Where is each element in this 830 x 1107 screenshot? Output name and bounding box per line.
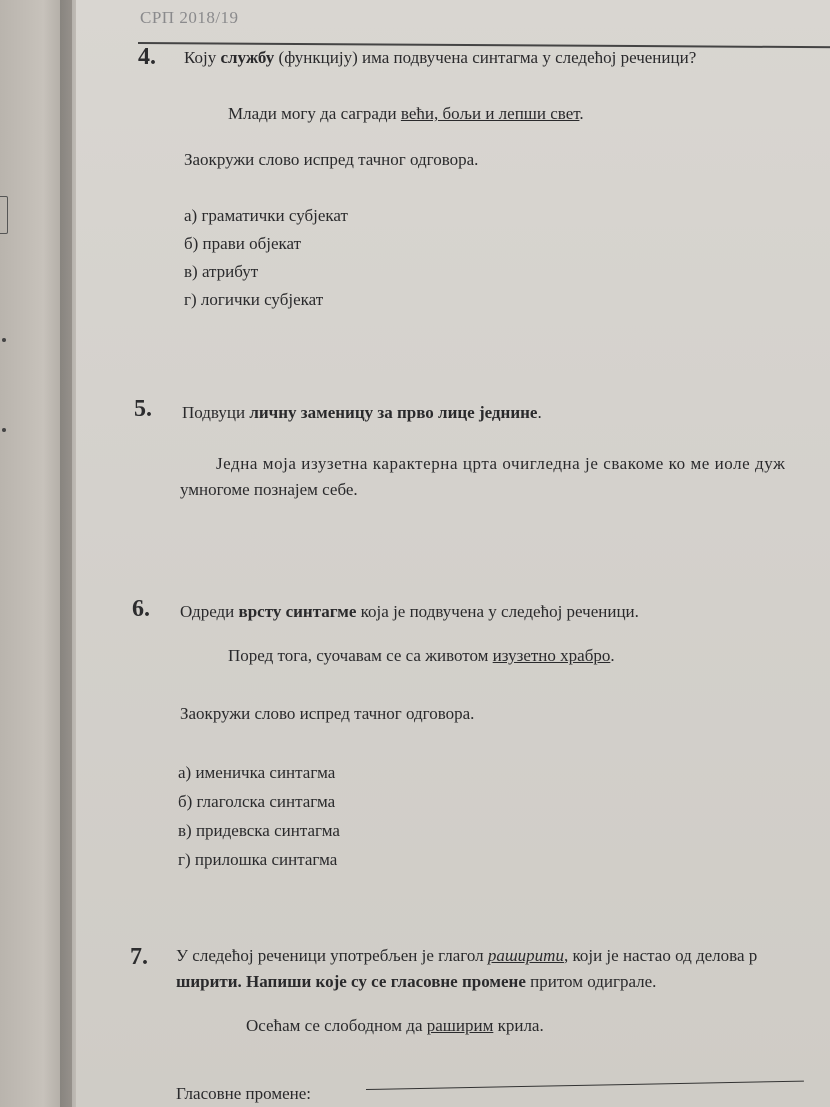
q4-prompt-bold: службу (220, 48, 275, 67)
q6-sentence-end: . (610, 646, 615, 665)
question-4-instruction: Заокружи слово испред тачног одговора. (184, 150, 479, 169)
q4-option-a[interactable]: а) граматички субјекат (184, 206, 348, 225)
q6-prompt-bold: врсту синтагме (238, 602, 357, 621)
q4-option-c[interactable]: в) атрибут (184, 262, 259, 281)
question-5-text-line1[interactable]: Једна моја изузетна карактерна црта очигледна је свакоме ко ме иоле дуж (216, 454, 786, 473)
question-4-sentence (228, 104, 584, 124)
question-5-text-line2[interactable]: умногоме познајем себе. (180, 480, 358, 499)
q6-option-d[interactable]: г) прилошка синтагма (178, 850, 338, 869)
question-7-number: 7. (130, 944, 148, 970)
question-4-number: 4. (138, 44, 156, 70)
page-header: СРП 2018/19 (140, 8, 239, 27)
q4-option-d[interactable]: г) логички субјекат (184, 290, 324, 309)
q7-sentence-end: крила. (493, 1016, 544, 1035)
q7-line2-bold-phrase: гласовне промене (390, 972, 526, 991)
q6-underlined-phrase: изузетно храбро (492, 646, 611, 665)
left-page-mark (2, 338, 6, 342)
question-6-sentence (228, 646, 615, 666)
q6-option-b[interactable]: б) глаголска синтагма (178, 792, 336, 811)
q4-option-b[interactable]: б) прави објекат (184, 234, 302, 253)
q4-underlined-phrase: већи, бољи и лепши свет (400, 104, 580, 123)
q5-prompt-text: Подвуци (182, 403, 250, 422)
q7-verb-italic: раширити (487, 946, 564, 965)
q7-line2-text: . Напиши које су се (237, 972, 391, 991)
q7-line2-bold-verb: ширити (176, 972, 238, 991)
test-page (76, 0, 830, 1107)
question-7-prompt-line1 (176, 946, 757, 966)
q7-line1-end: , који је настао од делова р (563, 946, 758, 965)
q6-sentence-text: Поред тога, суочавам се са животом (228, 646, 493, 665)
question-5-number: 5. (134, 396, 152, 422)
question-6-prompt (180, 602, 639, 622)
q6-prompt-end: која је подвучена у следећој реченици. (356, 602, 639, 621)
q7-sentence-text: Осећам се слободном да (246, 1016, 427, 1035)
q6-option-a[interactable]: а) именичка синтагма (178, 763, 336, 782)
q6-option-c[interactable]: в) придевска синтагма (178, 821, 340, 840)
left-page-box-mark (0, 196, 8, 234)
q4-prompt-text: Коју (184, 48, 221, 67)
q7-underlined-word: раширим (426, 1016, 494, 1035)
question-6-instruction: Заокружи слово испред тачног одговора. (180, 704, 475, 723)
q4-prompt-text-end: (функцију) има подвучена синтагма у следећој реченици? (274, 48, 697, 67)
q4-sentence-end: . (579, 104, 584, 123)
q7-answer-line[interactable] (366, 1081, 804, 1090)
question-5-prompt (182, 403, 542, 423)
q4-sentence-text: Млади могу да сагради (228, 104, 401, 123)
question-7-sentence (246, 1016, 544, 1036)
q5-prompt-bold: личну заменицу за прво лице једнине (249, 403, 538, 422)
q6-prompt-text: Одреди (180, 602, 239, 621)
question-7-prompt-line2 (176, 972, 656, 992)
q5-prompt-end: . (537, 403, 542, 422)
question-6-number: 6. (132, 596, 150, 622)
q7-line2-end: притом одиграле. (525, 972, 657, 991)
left-page-mark (2, 428, 6, 432)
question-7-answer-label: Гласовне промене: (176, 1084, 311, 1103)
q7-line1-text: У следећој реченици употребљен је глагол (176, 946, 488, 965)
question-4-prompt (184, 48, 696, 68)
